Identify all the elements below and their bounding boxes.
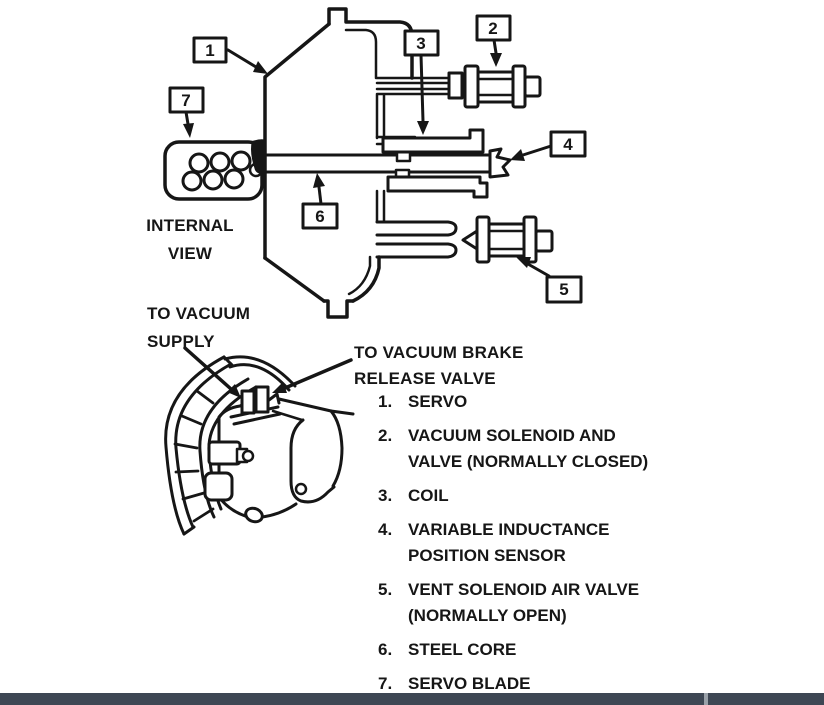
vacuum-supply-port — [242, 391, 254, 413]
legend-number: 6. — [378, 640, 393, 659]
bottom-bar-divider — [704, 693, 708, 705]
vacuum-supply-label-line2: SUPPLY — [147, 332, 215, 351]
legend-item-3 — [378, 483, 648, 509]
legend-line: VENT SOLENOID AIR VALVE — [408, 580, 640, 599]
brake-release-port — [256, 387, 268, 412]
legend-number: 4. — [378, 520, 393, 539]
housing-stud — [244, 506, 264, 524]
legend-item-4 — [378, 517, 648, 569]
legend-text — [408, 483, 648, 509]
brake-release-label-line2: RELEASE VALVE — [354, 369, 496, 388]
legend-item-5 — [378, 577, 648, 629]
svg-text:5: 5 — [559, 280, 569, 299]
callout-arrow-3 — [421, 55, 423, 121]
legend-number: 5. — [378, 580, 393, 599]
svg-text:1: 1 — [205, 41, 215, 60]
housing-knob — [243, 451, 253, 461]
housing-block — [209, 442, 240, 464]
callout-arrow-5 — [528, 264, 549, 276]
legend-line: STEEL CORE — [408, 640, 517, 659]
callout-arrow-1 — [228, 50, 256, 67]
callout-arrow-2 — [494, 40, 496, 53]
callout-arrow-7 — [186, 112, 188, 124]
legend-item-1 — [378, 389, 648, 415]
vent-channel — [377, 222, 456, 257]
legend-text — [408, 577, 648, 629]
callout-box-7 — [170, 88, 203, 138]
callout-box-6 — [303, 173, 337, 228]
legend-text — [408, 389, 648, 415]
svg-text:6: 6 — [315, 207, 325, 226]
brake-release-label — [354, 340, 524, 392]
legend-line: COIL — [408, 486, 449, 505]
internal-view-diagram — [165, 9, 585, 317]
legend-text — [408, 517, 648, 569]
servo-front-view — [166, 348, 353, 534]
legend-line: (NORMALLY OPEN) — [408, 606, 567, 625]
legend-text — [408, 423, 648, 475]
internal-view-caption-line1: INTERNAL — [146, 216, 234, 235]
vacuum-supply-label — [147, 300, 250, 356]
mounting-ear-hole — [296, 484, 306, 494]
legend-line: VACUUM SOLENOID AND — [408, 426, 616, 445]
internal-view-caption — [140, 212, 240, 268]
svg-text:4: 4 — [563, 135, 573, 154]
callout-box-4 — [510, 132, 585, 161]
callout-box-1 — [194, 38, 268, 74]
callout-arrow-4 — [523, 146, 551, 155]
window-bottom-bar — [0, 693, 824, 705]
legend-line: POSITION SENSOR — [408, 546, 566, 565]
legend-number: 2. — [378, 426, 393, 445]
legend-line: SERVO BLADE — [408, 674, 531, 693]
svg-text:3: 3 — [416, 34, 426, 53]
parts-legend — [378, 389, 648, 705]
internal-view-caption-line2: VIEW — [167, 244, 213, 263]
vent-solenoid-valve — [463, 217, 552, 262]
servo-housing-body — [205, 394, 353, 524]
vacuum-solenoid-valve — [465, 66, 540, 107]
callout-box-2 — [477, 16, 510, 67]
svg-text:2: 2 — [488, 19, 498, 38]
legend-item-6 — [378, 637, 648, 663]
legend-number: 7. — [378, 674, 393, 693]
vacuum-supply-label-line1: TO VACUUM — [147, 304, 251, 323]
servo-blade — [165, 139, 266, 199]
legend-text — [408, 637, 648, 663]
legend-number: 3. — [378, 486, 393, 505]
legend-item-2 — [378, 423, 648, 475]
housing-pad — [205, 473, 232, 500]
legend-line: VALVE (NORMALLY CLOSED) — [408, 452, 649, 471]
vacuum-valve-stem — [377, 73, 462, 98]
legend-line: VARIABLE INDUCTANCE — [408, 520, 610, 539]
svg-text:7: 7 — [181, 91, 191, 110]
legend-number: 1. — [378, 392, 393, 411]
legend-line: SERVO — [408, 392, 468, 411]
callout-box-5 — [516, 257, 581, 302]
brake-release-label-line1: TO VACUUM BRAKE — [354, 343, 524, 362]
callout-arrow-6 — [319, 187, 321, 204]
